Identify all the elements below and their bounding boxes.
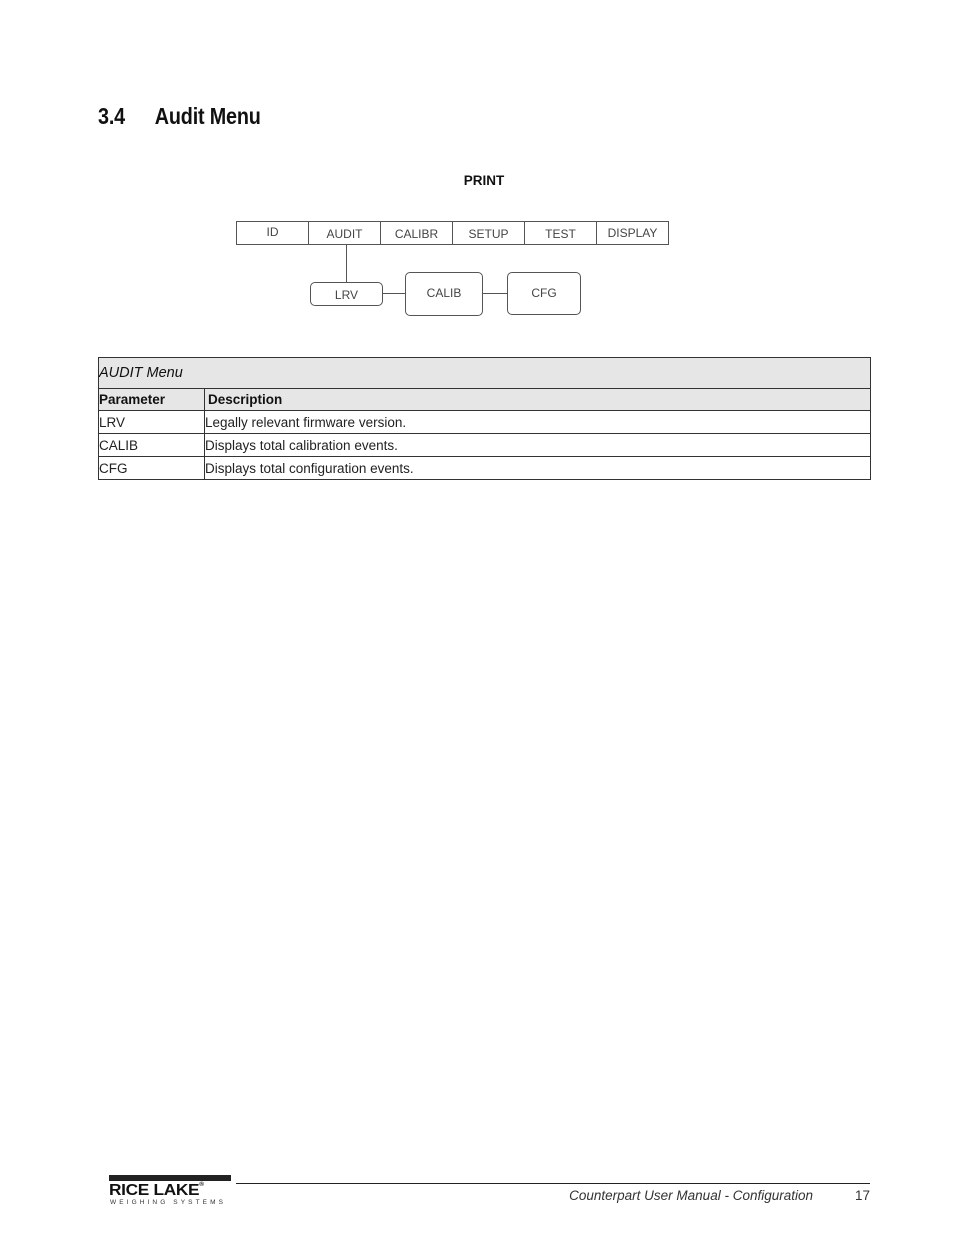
- submenu-calib: CALIB: [405, 272, 483, 316]
- table-header-row: [99, 389, 871, 411]
- menu-item-row: [236, 221, 669, 245]
- section-title: Audit Menu: [154, 103, 261, 129]
- parameter-cell: CFG: [99, 457, 205, 480]
- menu-item-calibr: CALIBR: [380, 221, 453, 245]
- description-cell: Legally relevant firmware version.: [205, 411, 871, 434]
- page-number: 17: [854, 1188, 870, 1203]
- table-row: [99, 457, 871, 480]
- audit-menu-table: [98, 357, 871, 480]
- section-number: 3.4: [98, 103, 125, 129]
- lrv-calib-connector: [382, 293, 406, 294]
- logo-wordmark-text: RICE LAKE: [109, 1182, 200, 1199]
- logo-wordmark: [109, 1182, 204, 1200]
- table-row: [99, 434, 871, 457]
- table-row: [99, 411, 871, 434]
- submenu-lrv: LRV: [310, 282, 383, 306]
- logo-bar: [109, 1175, 231, 1181]
- footer-document-title: Counterpart User Manual - Configuration: [569, 1188, 813, 1203]
- footer-rule: [236, 1183, 870, 1184]
- table-caption-row: [99, 358, 871, 389]
- menu-root-print: PRINT: [463, 173, 505, 188]
- section-heading: [98, 103, 261, 130]
- description-cell: Displays total calibration events.: [205, 434, 871, 457]
- menu-item-setup: SETUP: [452, 221, 525, 245]
- parameter-cell: LRV: [99, 411, 205, 434]
- menu-item-id: ID: [236, 221, 309, 245]
- table-caption: AUDIT Menu: [99, 358, 871, 389]
- description-cell: Displays total configuration events.: [205, 457, 871, 480]
- logo-subtitle: WEIGHING SYSTEMS: [110, 1199, 227, 1206]
- menu-item-test: TEST: [524, 221, 597, 245]
- rice-lake-logo: [109, 1175, 233, 1207]
- column-header-parameter: Parameter: [99, 389, 205, 411]
- parameter-cell: CALIB: [99, 434, 205, 457]
- submenu-cfg: CFG: [507, 272, 581, 315]
- menu-item-audit: AUDIT: [308, 221, 381, 245]
- column-header-description: Description: [205, 389, 871, 411]
- menu-item-display: DISPLAY: [596, 221, 669, 245]
- audit-connector-line: [346, 245, 347, 282]
- calib-cfg-connector: [482, 293, 508, 294]
- logo-registered-mark: ®: [199, 1182, 204, 1188]
